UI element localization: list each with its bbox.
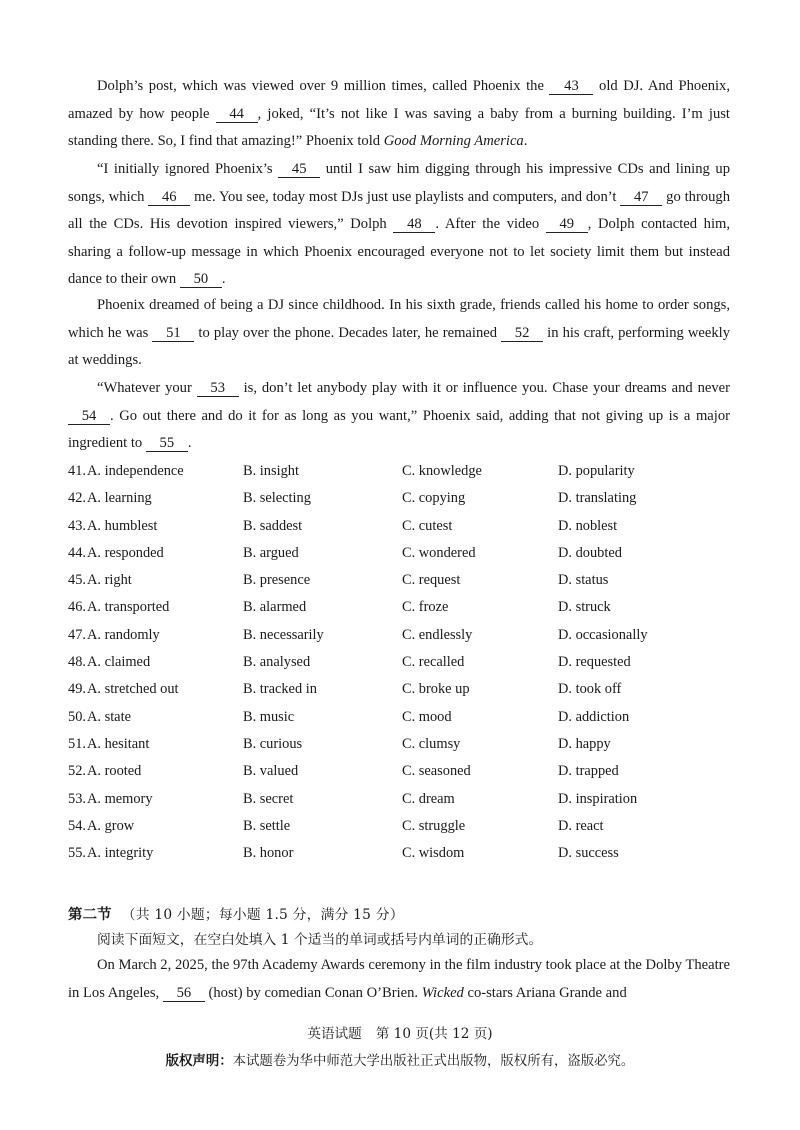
text: On March 2, 2025, the 97th Academy Awards ceremony in the film industry took place at the Dolby Theatre in Los Angeles,: [68, 957, 730, 1001]
section-2-instruction: 阅读下面短文，在空白处填入 1 个适当的单词或括号内单词的正确形式。: [97, 932, 543, 948]
option-b: B. argued: [243, 544, 299, 561]
text: .: [523, 133, 528, 149]
option-a: A. state: [87, 708, 131, 725]
text: , Dolph contacted him, sharing a follow-up message in which Phoenix encouraged everyone not to let society limit them but instead dance to their own: [68, 216, 730, 287]
text: . Go out there and do it for as long as you want,” Phoenix said, adding that not giving up is a major ingredient to: [68, 407, 730, 451]
copyright-label: 版权声明：: [165, 1054, 233, 1069]
blank-46: 46: [148, 189, 190, 206]
question-55: [68, 842, 748, 869]
option-c: C. struggle: [402, 817, 466, 834]
option-b: B. presence: [243, 572, 311, 589]
text: to play over the phone. Decades later, he remained: [194, 324, 502, 341]
text: “I initially ignored Phoenix’s: [97, 161, 279, 177]
option-b: B. insight: [243, 463, 299, 479]
option-d: D. status: [558, 572, 609, 589]
option-d: D. trapped: [558, 763, 619, 780]
question-45: [68, 569, 748, 596]
option-d: D. addiction: [558, 708, 630, 725]
text: me. You see, today most DJs just use playlists and computers, and don’t: [190, 188, 621, 205]
blank-54: 54: [68, 408, 110, 425]
question-43: [68, 515, 748, 542]
question-51: [68, 733, 748, 760]
option-b: B. alarmed: [243, 599, 307, 616]
option-b: B. necessarily: [243, 626, 324, 643]
question-52: [68, 760, 748, 787]
option-d: D. inspiration: [558, 790, 638, 807]
question-42: [68, 487, 748, 514]
option-d: D. took off: [558, 681, 622, 698]
blank-53: 53: [197, 380, 239, 397]
question-number: 49.: [68, 681, 86, 698]
page-footer: [0, 1022, 800, 1042]
blank-51: 51: [152, 325, 194, 342]
blank-56: 56: [163, 985, 205, 1002]
blank-44: 44: [216, 106, 258, 123]
text: .: [221, 271, 226, 287]
option-c: C. broke up: [402, 681, 470, 698]
question-number: 55.: [68, 845, 86, 862]
option-a: A. stretched out: [87, 681, 179, 698]
option-c: C. endlessly: [402, 626, 473, 643]
passage-paragraph-4: [68, 375, 730, 458]
option-b: B. saddest: [243, 517, 303, 534]
option-c: C. knowledge: [402, 463, 482, 479]
text: old DJ. And Phoenix, amazed by how people: [68, 78, 730, 122]
question-number: 51.: [68, 735, 86, 752]
passage-2-paragraph: [68, 952, 730, 1007]
blank-52: 52: [501, 325, 543, 342]
option-b: B. honor: [243, 845, 294, 862]
option-b: B. tracked in: [243, 681, 317, 698]
option-c: C. clumsy: [402, 735, 461, 752]
question-49: [68, 678, 748, 705]
option-a: A. independence: [87, 463, 184, 479]
option-c: C. mood: [402, 708, 452, 725]
option-a: A. right: [87, 572, 132, 589]
option-b: B. settle: [243, 817, 291, 834]
option-b: B. analysed: [243, 654, 311, 671]
option-a: A. memory: [87, 790, 153, 807]
option-d: D. react: [558, 817, 604, 834]
option-a: A. transported: [87, 599, 170, 616]
option-a: A. integrity: [87, 845, 154, 862]
option-a: A. randomly: [87, 626, 160, 643]
option-a: A. claimed: [87, 654, 151, 671]
option-c: C. froze: [402, 599, 449, 616]
option-b: B. secret: [243, 790, 294, 807]
question-50: [68, 706, 748, 733]
blank-47: 47: [620, 189, 662, 206]
question-41: [68, 460, 748, 487]
text: Phoenix dreamed of being a DJ since childhood. In his sixth grade, friends called his home to order songs, which he was: [68, 297, 730, 341]
option-d: D. struck: [558, 599, 611, 616]
blank-49: 49: [546, 216, 588, 233]
answer-options: [68, 460, 748, 869]
question-47: [68, 624, 748, 651]
question-number: 46.: [68, 599, 86, 616]
blank-50: 50: [180, 271, 222, 288]
question-54: [68, 815, 748, 842]
option-c: C. wondered: [402, 544, 476, 561]
option-d: D. doubted: [558, 544, 622, 561]
question-number: 47.: [68, 626, 86, 643]
option-c: C. request: [402, 572, 461, 589]
option-b: B. selecting: [243, 490, 311, 507]
option-b: B. valued: [243, 763, 299, 780]
question-number: 50.: [68, 708, 86, 725]
option-a: A. grow: [87, 817, 135, 834]
section-meta: （共 10 小题；每小题 1.5 分，满分 15 分）: [121, 907, 404, 923]
option-b: B. music: [243, 708, 295, 725]
italic-title: Good Morning America: [383, 133, 524, 149]
page-number: 第 10 页(共 12 页): [375, 1026, 493, 1042]
option-c: C. dream: [402, 790, 455, 807]
option-a: A. learning: [87, 490, 152, 507]
option-a: A. hesitant: [87, 735, 150, 752]
passage-paragraph-1: [68, 73, 730, 156]
passage-paragraph-2: [68, 156, 730, 294]
question-44: [68, 542, 748, 569]
question-number: 54.: [68, 817, 86, 834]
option-c: C. recalled: [402, 654, 465, 671]
text: .: [187, 435, 192, 451]
text: is, don’t let anybody play with it or influence you. Chase your dreams and never: [238, 380, 730, 396]
option-b: B. curious: [243, 735, 303, 752]
question-48: [68, 651, 748, 678]
option-d: D. translating: [558, 490, 637, 507]
option-d: D. occasionally: [558, 626, 648, 643]
text: go through all the CDs. His devotion inspired viewers,” Dolph: [68, 188, 730, 232]
question-number: 53.: [68, 790, 86, 807]
text: . After the video: [435, 216, 546, 232]
question-number: 45.: [68, 572, 86, 589]
subject-label: 英语试题: [307, 1026, 362, 1042]
section-2-heading: [68, 903, 404, 924]
question-number: 42.: [68, 490, 86, 507]
italic-title: Wicked: [421, 984, 464, 1001]
option-d: D. popularity: [558, 463, 635, 479]
question-number: 44.: [68, 544, 86, 561]
text: until I saw him digging through his impressive CDs and lining up songs, which: [68, 161, 730, 205]
blank-43: 43: [549, 78, 593, 95]
option-d: D. noblest: [558, 517, 618, 534]
blank-48: 48: [393, 216, 435, 233]
question-number: 43.: [68, 517, 86, 534]
option-c: C. wisdom: [402, 845, 465, 862]
option-d: D. success: [558, 845, 619, 862]
blank-45: 45: [278, 161, 320, 178]
passage-paragraph-3: [68, 292, 730, 375]
text: “Whatever your: [97, 380, 197, 396]
question-number: 48.: [68, 654, 86, 671]
option-a: A. rooted: [87, 763, 142, 780]
text: (host) by comedian Conan O’Brien.: [204, 984, 422, 1001]
question-number: 52.: [68, 763, 86, 780]
option-d: D. requested: [558, 654, 631, 671]
copyright-text: 本试题卷为华中师范大学出版社正式出版物，版权所有，盗版必究。: [232, 1054, 635, 1069]
text: in his craft, performing weekly at weddings.: [68, 324, 730, 368]
option-a: A. humblest: [87, 517, 158, 534]
option-d: D. happy: [558, 735, 611, 752]
section-title: 第二节: [68, 907, 112, 923]
question-53: [68, 788, 748, 815]
blank-55: 55: [146, 435, 188, 452]
text: , joked, “It’s not like I was saving a baby from a burning building. I’m just standing there. So, I find that amazing!” Phoenix told: [68, 105, 730, 149]
option-c: C. cutest: [402, 517, 453, 534]
copyright-notice: [0, 1050, 800, 1069]
question-number: 41.: [68, 463, 86, 479]
option-a: A. responded: [87, 544, 164, 561]
option-c: C. seasoned: [402, 763, 471, 780]
option-c: C. copying: [402, 490, 466, 507]
text: co-stars Ariana Grande and: [463, 984, 627, 1001]
text: Dolph’s post, which was viewed over 9 million times, called Phoenix the: [97, 78, 550, 94]
question-46: [68, 596, 748, 623]
